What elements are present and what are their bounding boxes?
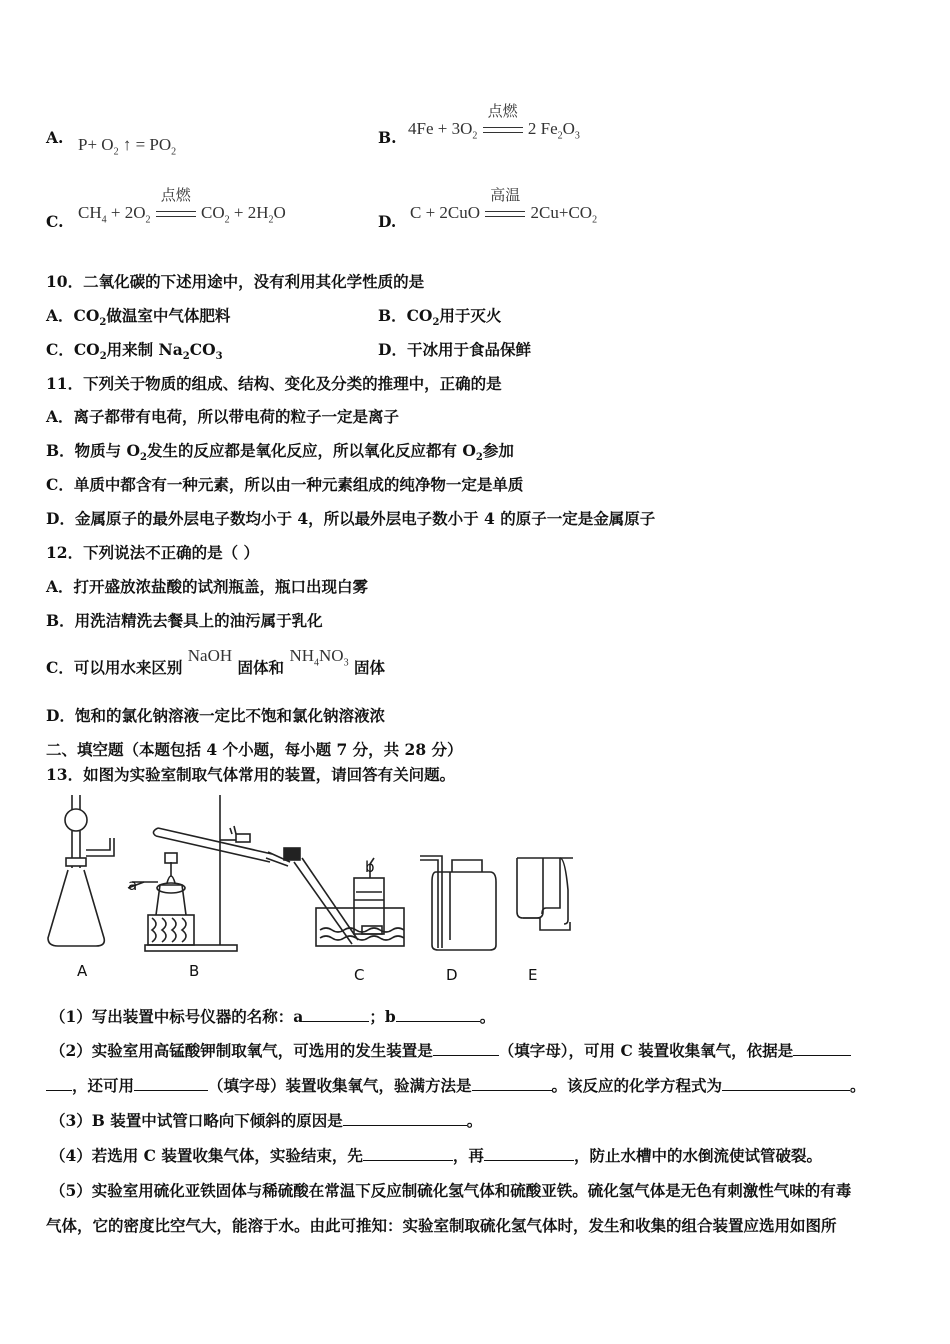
q11-option-d: D．金属原子的最外层电子数均小于 4，所以最外层电子数小于 4 的原子一定是金属原子 — [46, 509, 656, 528]
figure-label-A: A — [77, 962, 88, 980]
q10-option-d: D．干冰用于食品保鲜 — [378, 340, 531, 359]
apparatus-figure — [40, 790, 600, 990]
q12-option-c: C．可以用水来区别 NaOH 固体和 $NH_4NO_3$ 固体 — [46, 646, 386, 677]
q11-option-a: A．离子都带有电荷，所以带电荷的粒子一定是离子 — [46, 407, 400, 426]
figure-label-D: D — [446, 966, 458, 984]
q12-option-a: A．打开盛放浓盐酸的试剂瓶盖，瓶口出现白雾 — [46, 577, 369, 596]
q12-option-d: D．饱和的氯化钠溶液一定比不饱和氯化钠溶液浓 — [46, 706, 385, 725]
figure-label-E: E — [528, 966, 538, 984]
q9-option-c-label: C. — [46, 212, 64, 231]
blank-generator[interactable] — [433, 1041, 499, 1056]
blank-collector[interactable] — [134, 1076, 208, 1091]
blank-a[interactable] — [303, 1007, 369, 1022]
q9-option-b-label: B. — [378, 128, 397, 147]
q9-option-a-label: A. — [46, 128, 64, 147]
q13-part-5: （5）实验室用硫化亚铁固体与稀硫酸在常温下反应制硫化氢气体和硫酸亚铁。硫化氢气体是无色有刺激性气味的有毒 — [50, 1181, 852, 1200]
q9-option-c-equation: $CH_4 + 2O_2$ 点燃 $CO_2 + 2H_2O$ — [78, 186, 286, 226]
q11-stem: 11．下列关于物质的组成、结构、变化及分类的推理中，正确的是 — [46, 374, 502, 393]
apparatus-d-gas-bottle — [420, 856, 496, 950]
q9-option-d-label: D. — [378, 212, 397, 231]
q10-stem: 10．二氧化碳的下述用途中，没有利用其化学性质的是 — [46, 272, 425, 291]
apparatus-b-heating — [132, 795, 290, 951]
q12-stem: 12．下列说法不正确的是（ ） — [46, 543, 259, 562]
blank-full-check[interactable] — [472, 1076, 552, 1091]
q10-option-b: B．$CO_2$用于灭火 — [378, 306, 502, 329]
figure-label-C: C — [354, 966, 365, 984]
blank-reason-start[interactable] — [793, 1041, 851, 1056]
blank-second-step[interactable] — [484, 1146, 574, 1161]
blank-equation[interactable] — [722, 1076, 850, 1091]
q10-option-a: A．$CO_2$做温室中气体肥料 — [46, 306, 231, 329]
q11-option-c: C．单质中都含有一种元素，所以由一种元素组成的纯净物一定是单质 — [46, 475, 524, 494]
blank-b[interactable] — [396, 1007, 480, 1022]
q12-option-b: B．用洗洁精洗去餐具上的油污属于乳化 — [46, 611, 323, 630]
q13-part-2: （2）实验室用高锰酸钾制取氧气，可选用的发生装置是 （填字母），可用 C 装置收集氧气，依据是 — [50, 1039, 851, 1061]
q9-option-a-equation: $P+ O_2$ ↑ = $PO_2$ — [78, 135, 177, 158]
apparatus-a-flask — [48, 795, 114, 946]
q13-part-4: （4）若选用 C 装置收集气体，实验结束，先 ，再 ，防止水槽中的水倒流使试管破裂。 — [50, 1146, 822, 1165]
q13-part-3: （3）B 装置中试管口略向下倾斜的原因是 。 — [50, 1111, 483, 1130]
blank-first-step[interactable] — [363, 1146, 453, 1161]
q13-part-1: （1）写出装置中标号仪器的名称：a ；b 。 — [50, 1007, 496, 1026]
figure-label-B: B — [189, 962, 200, 980]
q9-option-d-equation: C + 2CuO 高温 $2Cu+CO_2$ — [410, 186, 598, 226]
q10-option-c: C．$CO_2$用来制 $Na_2CO_3$ — [46, 340, 223, 363]
section-two-heading: 二、填空题（本题包括 4 个小题，每小题 7 分，共 28 分） — [46, 740, 463, 759]
blank-reason-end[interactable] — [46, 1076, 72, 1091]
q9-option-b-equation: $4Fe + 3O_2$ 点燃 2 $Fe_2O_3$ — [408, 102, 580, 142]
apparatus-c-water-trough — [284, 848, 404, 946]
apparatus-e-inverted-bottle — [517, 858, 573, 930]
q11-option-b: B．物质与 $O_2$发生的反应都是氧化反应，所以氧化反应都有 $O_2$参加 — [46, 441, 514, 464]
q13-part-5-continued: 气体，它的密度比空气大，能溶于水。由此可推知：实验室制取硫化氢气体时，发生和收集的组合装置应选用如图所 — [46, 1216, 837, 1235]
blank-tilt-reason[interactable] — [343, 1111, 467, 1126]
figure-label-b-lowercase: b — [365, 858, 375, 876]
q13-stem: 13．如图为实验室制取气体常用的装置，请回答有关问题。 — [46, 765, 456, 784]
figure-label-a-lowercase: a — [128, 876, 138, 894]
q13-part-2-continued: ，还可用 （填字母）装置收集氧气，验满方法是 。该反应的化学方程式为 。 — [46, 1074, 866, 1096]
